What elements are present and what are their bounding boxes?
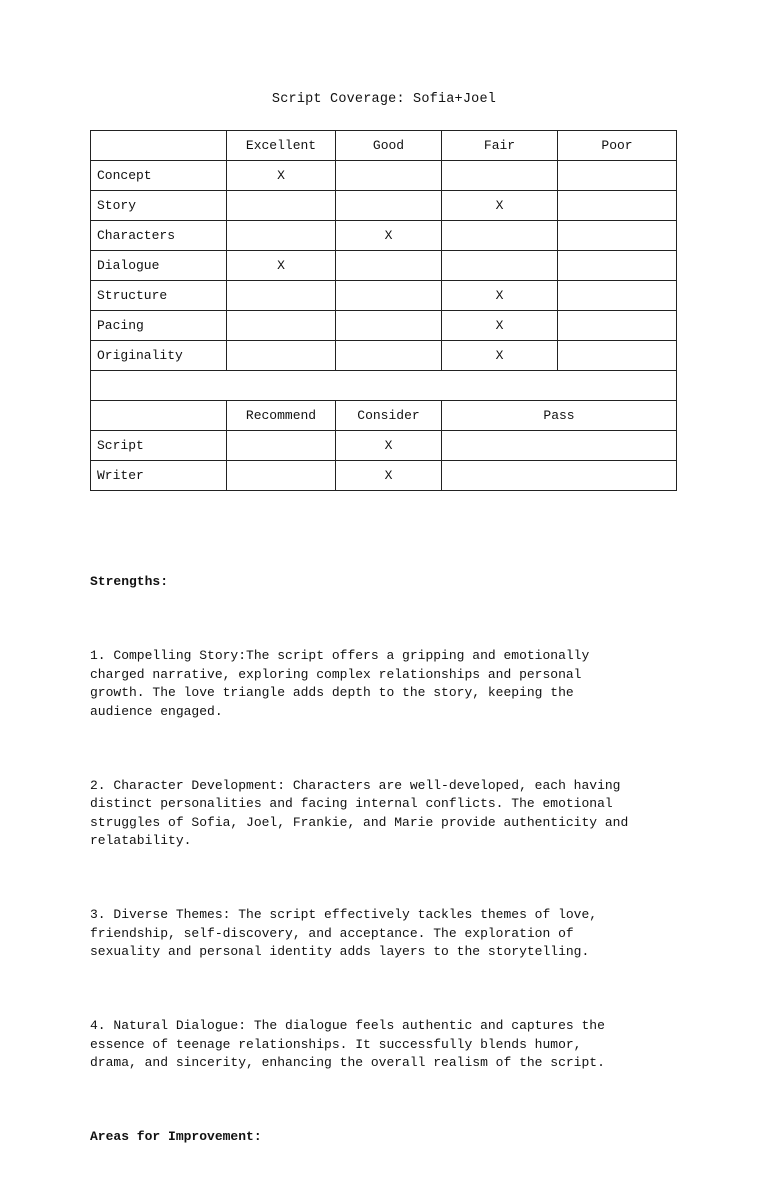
rating-cell: X (227, 161, 336, 191)
column-header: Poor (558, 131, 677, 161)
column-header: Recommend (227, 401, 336, 431)
recommendation-cell (442, 431, 677, 461)
rating-cell (227, 191, 336, 221)
rating-cell: X (442, 281, 558, 311)
rating-row-characters (91, 221, 677, 251)
column-header: Pass (442, 401, 677, 431)
rating-row-concept (91, 161, 677, 191)
rating-cell: X (336, 221, 442, 251)
column-header: Fair (442, 131, 558, 161)
rating-cell: X (227, 251, 336, 281)
rating-cell (558, 221, 677, 251)
recommendation-cell: X (336, 461, 442, 491)
page-title: Script Coverage: Sofia+Joel (271, 92, 497, 107)
row-label: Originality (91, 341, 227, 371)
coverage-notes (90, 536, 690, 1184)
row-label: Concept (91, 161, 227, 191)
recommendation-cell (442, 461, 677, 491)
rating-row-originality (91, 341, 677, 371)
rating-cell (336, 311, 442, 341)
recommendation-row-writer (91, 461, 677, 491)
rating-cell (336, 161, 442, 191)
row-label: Structure (91, 281, 227, 311)
strength-item: 4. Natural Dialogue: The dialogue feels authentic and captures the essence of teenage relationships. It successfully blends humor, drama, and sincerity, enhancing the overall realism of the script. (90, 1018, 605, 1070)
recommendation-cell: X (336, 431, 442, 461)
rating-cell (442, 251, 558, 281)
ratings-header-row (91, 131, 677, 161)
strength-item: 2. Character Development: Characters are well-developed, each having distinct personalities and facing internal conflicts. The emotional struggles of Sofia, Joel, Frankie, and Marie provide authenticity and relatability. (90, 777, 629, 848)
spacer-cell (91, 371, 677, 401)
row-label: Characters (91, 221, 227, 251)
recommendation-header-row (91, 401, 677, 431)
row-label: Story (91, 191, 227, 221)
row-label: Pacing (91, 311, 227, 341)
rating-cell (336, 191, 442, 221)
rating-cell (336, 251, 442, 281)
rating-cell (558, 191, 677, 221)
coverage-table (90, 130, 677, 491)
rating-row-story (91, 191, 677, 221)
column-header: Consider (336, 401, 442, 431)
rating-cell (558, 251, 677, 281)
rating-cell (442, 221, 558, 251)
header-empty-cell (91, 401, 227, 431)
rating-cell: X (442, 311, 558, 341)
row-label: Dialogue (91, 251, 227, 281)
rating-cell (227, 221, 336, 251)
rating-row-dialogue (91, 251, 677, 281)
rating-cell (558, 161, 677, 191)
rating-cell (442, 161, 558, 191)
row-label: Script (91, 431, 227, 461)
rating-row-structure (91, 281, 677, 311)
rating-cell: X (442, 191, 558, 221)
strength-item: 1. Compelling Story:The script offers a gripping and emotionally charged narrative, exploring complex relationships and personal growth. The love triangle adds depth to the story, keeping the audience engaged. (90, 648, 590, 719)
table-spacer-row (91, 371, 677, 401)
strength-item: 3. Diverse Themes: The script effectively tackles themes of love, friendship, self-discovery, and acceptance. The exploration of sexuality and personal identity adds layers to the storytelling. (90, 907, 598, 959)
improvement-heading: Areas for Improvement: (90, 1129, 262, 1144)
strengths-heading: Strengths: (90, 574, 169, 589)
rating-cell (227, 281, 336, 311)
rating-cell (227, 311, 336, 341)
column-header: Excellent (227, 131, 336, 161)
rating-cell (558, 281, 677, 311)
rating-cell: X (442, 341, 558, 371)
recommendation-cell (227, 431, 336, 461)
header-empty-cell (91, 131, 227, 161)
rating-cell (336, 341, 442, 371)
rating-cell (558, 311, 677, 341)
recommendation-row-script (91, 431, 677, 461)
column-header: Good (336, 131, 442, 161)
rating-row-pacing (91, 311, 677, 341)
rating-cell (227, 341, 336, 371)
recommendation-cell (227, 461, 336, 491)
row-label: Writer (91, 461, 227, 491)
rating-cell (558, 341, 677, 371)
rating-cell (336, 281, 442, 311)
